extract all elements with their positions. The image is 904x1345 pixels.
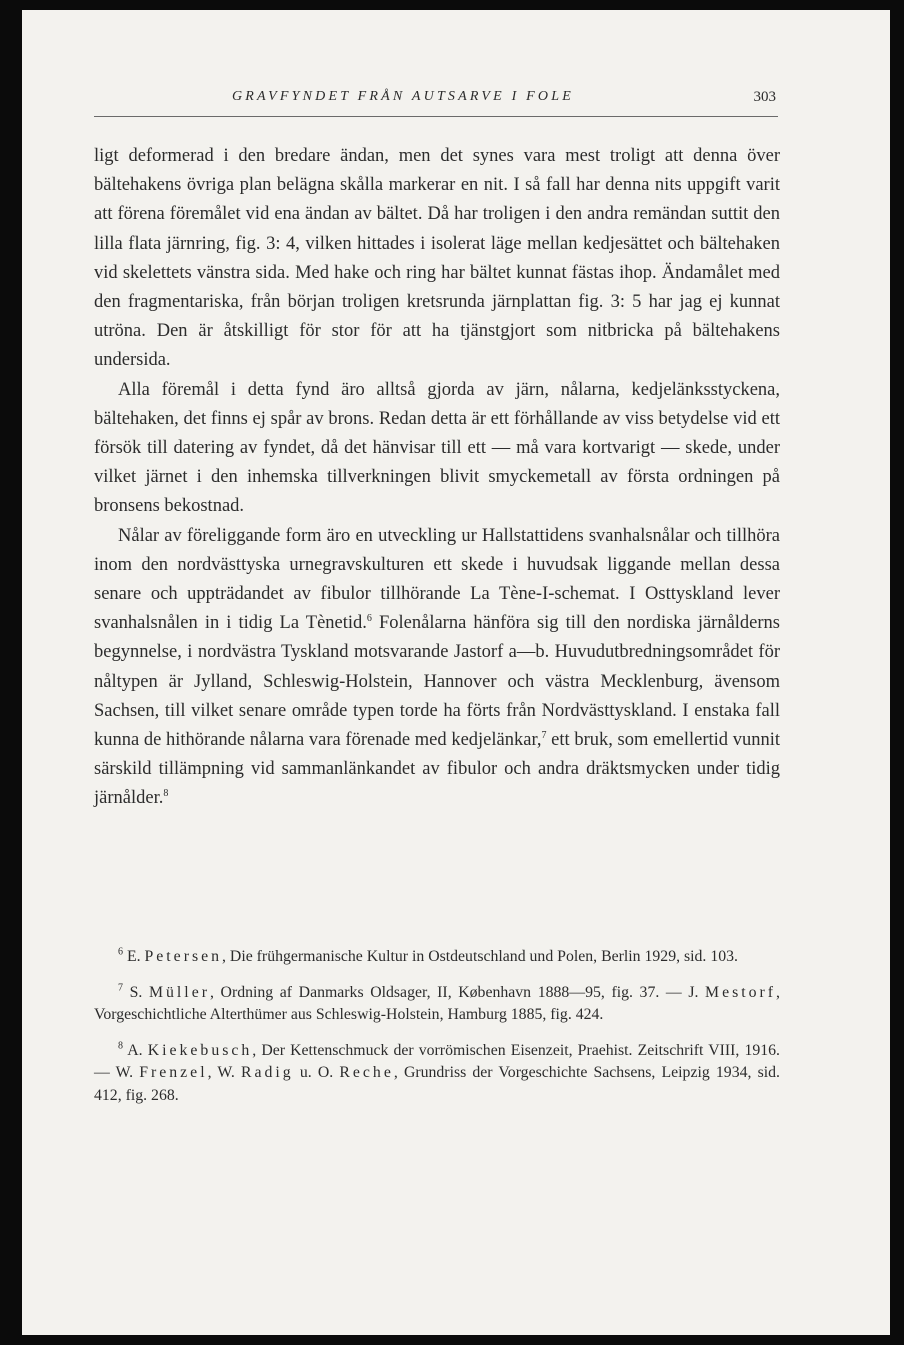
footnote-8 xyxy=(94,1040,780,1108)
paragraph-3-part-a: Nålar av föreliggande form äro en utveckling ur Hallstattidens svanhalsnålar och tillhöra inom den nordvästtyska urnegravskulturen ett skede i huvudsak liggande mellan dessa senare och uppträdandet av fibulor tillhörande La Tène-I-schemat. I Osttyskland lever svanhalsnålen in i tidig La Tènetid. xyxy=(94,525,780,634)
paragraph-1: ligt deformerad i den bredare ändan, men det synes vara mest troligt att denna över bältehakens övriga plan belägna skålla markerar en nit. I så fall har denna nits uppgift varit att förena föremålet vid ena ändan av bältet. Då har troligen i den andra remändan suttit den lilla flata järnring, fig. 3: 4, vilken hittades i isolerat läge mellan kedjesättet och bältehaken vid skelettets vänstra sida. Med hake och ring har bältet kunnat fästas ihop. Ändamålet med den fragmentariska, från början troligen kretsrunda järnplattan fig. 3: 5 har jag ej kunnat utröna. Den är åtskilligt för stor för att ha tjänstgjort som nitbricka på bältehakens undersida. xyxy=(94,146,780,371)
footnote-8-mark: 8 xyxy=(118,1040,123,1052)
footnote-6-lead: E. xyxy=(123,948,145,965)
footnote-6-mark: 6 xyxy=(118,946,123,958)
book-page xyxy=(22,10,890,1335)
footnote-8-text-c: u. O. xyxy=(293,1064,340,1081)
paragraph-3-part-b: Folenålarna hänföra sig till den nordiska järnålderns begynnelse, i nordvästra Tyskland motsvarande Jastorf a—b. Huvudutbredningsområdet för nåltypen är Jylland, Schleswig-Holstein, Hannover och västra Mecklenburg, ävensom Sachsen, till vilket senare område typen torde ha förts från Nordvästtyskland. I enstaka fall kunna de hithörande nålarna vara förenade med kedjelänkar, xyxy=(94,613,780,751)
footnote-7 xyxy=(94,982,780,1027)
page-header xyxy=(94,86,778,117)
footnote-8-text-d: , Grundriss der Vorgeschichte Sachsens, Leipzig 1934, sid. 412, fig. 268. xyxy=(94,1064,780,1104)
footnote-7-mark: 7 xyxy=(118,982,123,994)
footnote-7-text-b: , Vorgeschichtliche Alterthümer aus Schleswig-Holstein, Hamburg 1885, fig. 424. xyxy=(94,983,780,1023)
footnote-6-text: , Die frühgermanische Kultur in Ostdeutschland und Polen, Berlin 1929, sid. 103. xyxy=(222,948,738,965)
footnote-ref-8: 8 xyxy=(163,788,169,800)
paragraph-3-part-c: ett bruk, som emellertid vunnit särskild tillämpning vid sammanlänkandet av fibulor och andra dräktsmycken under tidig järnålder. xyxy=(94,730,781,809)
footnote-8-author-3: Radig xyxy=(240,1064,294,1081)
body-text xyxy=(94,142,780,814)
running-title: GRAVFYNDET FRÅN AUTSARVE I FOLE xyxy=(232,89,574,104)
footnote-6-author: Petersen xyxy=(144,948,223,965)
footnote-8-text-b: , W. xyxy=(207,1064,241,1081)
footnote-7-author-2: Mestorf xyxy=(705,983,777,1001)
footnotes xyxy=(94,946,780,1120)
footnote-8-author: Kiekebusch xyxy=(147,1041,253,1059)
footnote-8-author-2: Frenzel xyxy=(139,1064,208,1081)
footnote-ref-6: 6 xyxy=(366,613,372,625)
footnote-7-text-a: , Ordning af Danmarks Oldsager, II, København 1888—95, fig. 37. — J. xyxy=(209,983,706,1001)
footnote-ref-7: 7 xyxy=(541,729,547,741)
footnote-8-lead: A. xyxy=(123,1041,148,1059)
paragraph-2: Alla föremål i detta fynd äro alltså gjorda av järn, nålarna, kedjelänksstyckena, bältehaken, det finns ej spår av brons. Redan detta är ett förhållande av viss betydelse vid ett försök till datering av fyndet, då det hänvisar till ett — må vara kortvarigt — skede, under vilket järnet i den inhemska tillverkningen blivit smyckemetall av första ordningen på bronsens bekostnad. xyxy=(94,379,780,517)
footnote-6 xyxy=(94,946,780,969)
paragraph-3 xyxy=(94,522,780,814)
footnote-7-author: Müller xyxy=(148,983,210,1001)
footnote-7-lead: S. xyxy=(123,983,149,1001)
page-number: 303 xyxy=(753,89,776,105)
footnote-8-author-4: Reche xyxy=(339,1064,394,1081)
footnote-8-text-a: , Der Kettenschmuck der vorrömischen Eisenzeit, Praehist. Zeitschrift VIII, 1916. — W. xyxy=(94,1041,781,1081)
